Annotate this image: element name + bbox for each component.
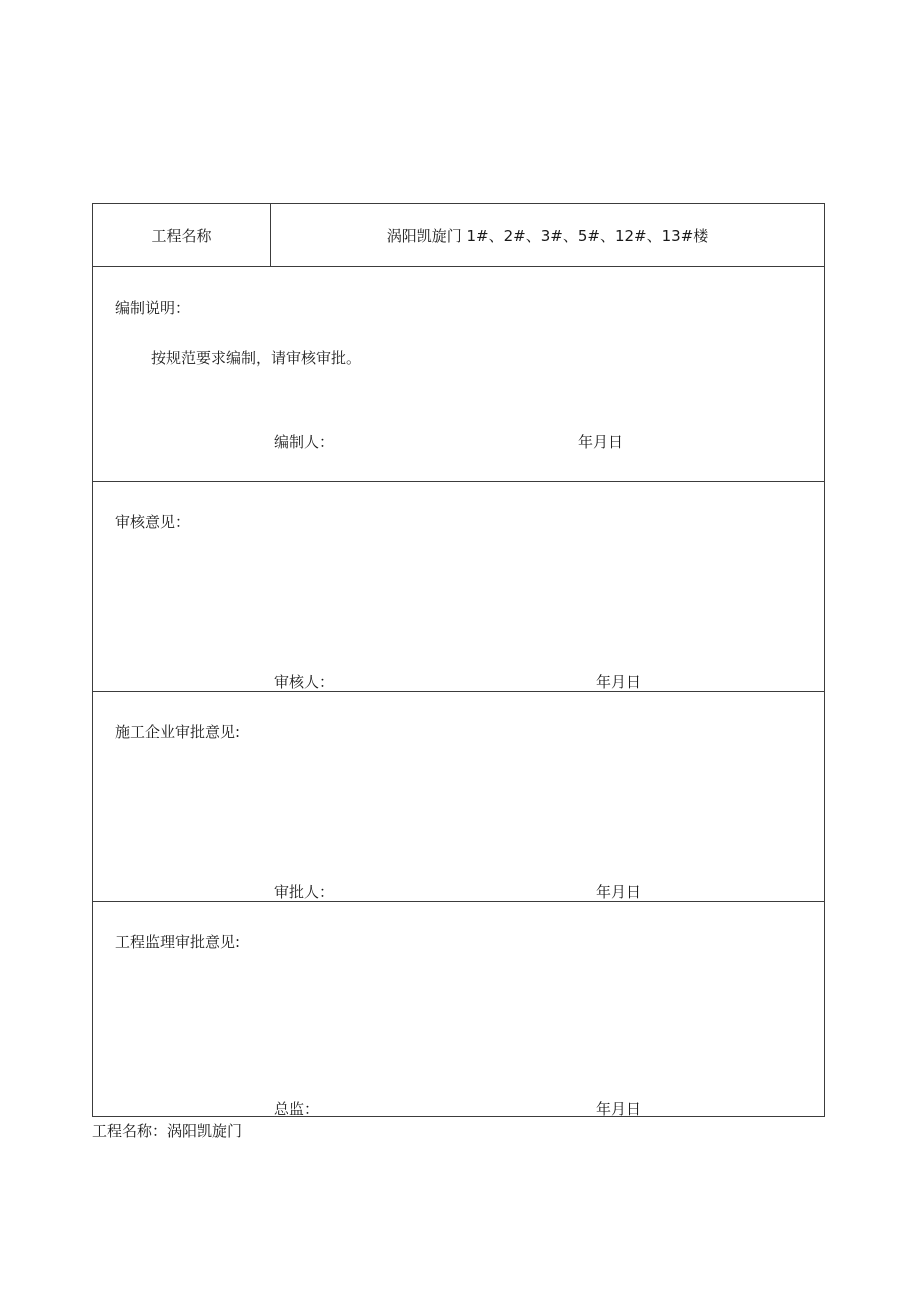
compile-description: 按规范要求编制，请审核审批。 — [151, 349, 362, 367]
approval-form-table — [92, 203, 825, 1117]
project-name-value: 涡阳凯旋门 1#、2#、3#、5#、12#、13#楼 — [386, 226, 709, 245]
compile-heading: 编制说明： — [115, 299, 191, 317]
supervision-approval-heading: 工程监理审批意见: — [115, 933, 241, 951]
approver-signature-label: 审批人： — [274, 883, 335, 901]
project-name-row — [93, 204, 824, 266]
reviewer-signature-label: 审核人： — [274, 673, 335, 691]
supervision-approval-section — [93, 901, 824, 1116]
company-approval-date-label: 年月日 — [596, 883, 642, 901]
review-date-label: 年月日 — [596, 673, 642, 691]
compiler-signature-label: 编制人： — [274, 433, 335, 451]
supervision-date-label: 年月日 — [596, 1100, 642, 1118]
review-heading: 审核意见： — [115, 513, 191, 531]
chief-supervisor-signature-label: 总监： — [274, 1100, 320, 1118]
project-name-label: 工程名称 — [93, 204, 271, 266]
compile-date-label: 年月日 — [578, 433, 624, 451]
company-approval-section — [93, 691, 824, 901]
compile-section — [93, 266, 824, 481]
footer-project-name: 工程名称：涡阳凯旋门 — [92, 1122, 243, 1140]
review-section — [93, 481, 824, 691]
company-approval-heading: 施工企业审批意见: — [115, 723, 241, 741]
